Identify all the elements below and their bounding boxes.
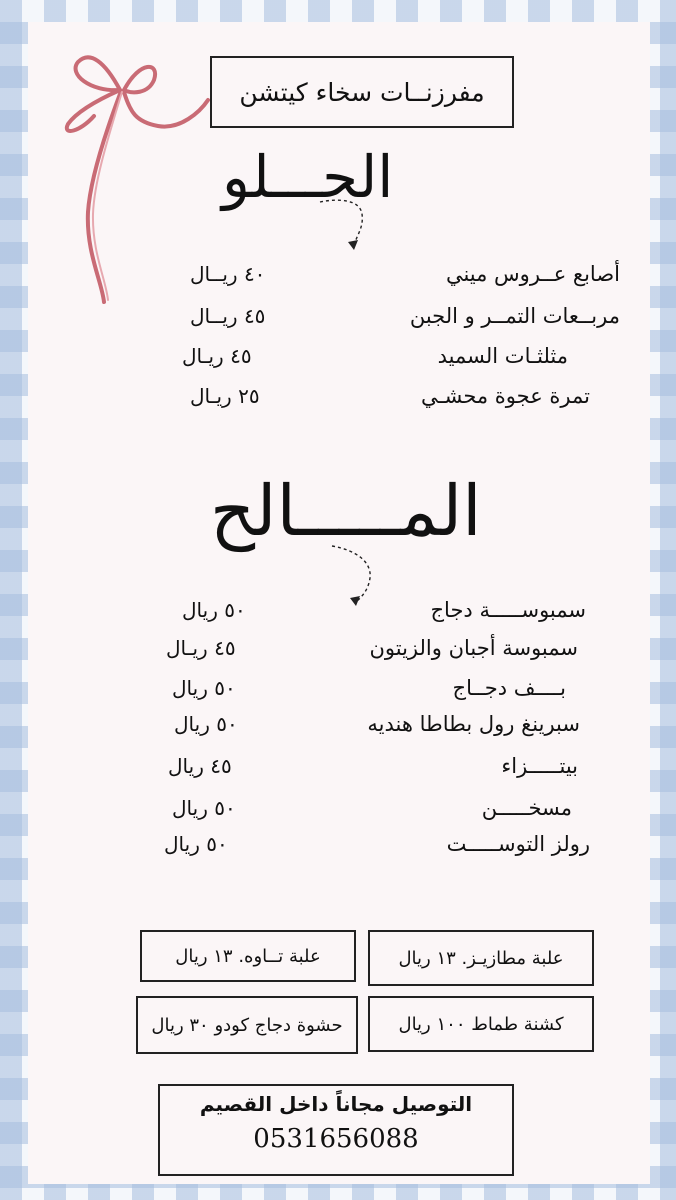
sweet-item-name: أصابع عــروس ميني <box>445 262 620 286</box>
salty-item-price: ٥٠ ريال <box>172 796 236 820</box>
sweet-item-price: ٤٠ ريــال <box>190 262 266 286</box>
salty-item-price: ٤٥ ريـال <box>166 636 236 660</box>
sweet-item-price: ٢٥ ريـال <box>190 384 260 408</box>
salty-item-name: بيتـــــزاء <box>501 754 578 778</box>
delivery-box <box>158 1084 514 1176</box>
salty-item-price: ٥٠ ريال <box>174 712 238 736</box>
salty-item-name: سمبوسة أجبان والزيتون <box>369 636 578 660</box>
offer-box: كشنة طماط ١٠٠ ريال <box>368 996 594 1052</box>
salty-item-price: ٤٥ ريال <box>168 754 232 778</box>
salty-item-name: مسخـــــن <box>481 796 572 820</box>
offer-box: علبة تــاوه. ١٣ ريال <box>140 930 356 982</box>
salty-item-name: سبرينغ رول بطاطا هنديه <box>367 712 580 736</box>
offer-box: حشوة دجاج كودو ٣٠ ريال <box>136 996 358 1054</box>
salty-item-price: ٥٠ ريال <box>172 676 236 700</box>
phone-number[interactable]: 0531656088 <box>253 1124 419 1154</box>
offer-box: علبة مطازيـز. ١٣ ريال <box>368 930 594 986</box>
sweet-item-price: ٤٥ ريــال <box>190 304 266 328</box>
sweet-item-name: مثلثـات السميد <box>437 344 568 368</box>
dashed-arrow-icon <box>320 540 390 610</box>
salty-item-name: سمبوســـــة دجاج <box>430 598 586 622</box>
sweet-item-name: تمرة عجوة محشـي <box>420 384 590 408</box>
sweet-item-name: مربــعات التمــر و الجبن <box>409 304 620 328</box>
delivery-note: التوصيل مجاناً داخل القصيم <box>199 1092 473 1116</box>
dashed-arrow-icon <box>300 190 380 260</box>
salty-section-heading: المـــــالح <box>210 470 482 552</box>
salty-item-name: رولز التوســـــت <box>446 832 590 856</box>
sweet-section-heading: الحـــلو <box>222 143 394 211</box>
salty-item-name: بــــف دجــاج <box>452 676 566 700</box>
menu-title: مفرزنــات سخاء كيتشن <box>210 56 514 128</box>
sweet-item-price: ٤٥ ريـال <box>182 344 252 368</box>
salty-item-price: ٥٠ ريال <box>164 832 228 856</box>
salty-item-price: ٥٠ ريال <box>182 598 246 622</box>
